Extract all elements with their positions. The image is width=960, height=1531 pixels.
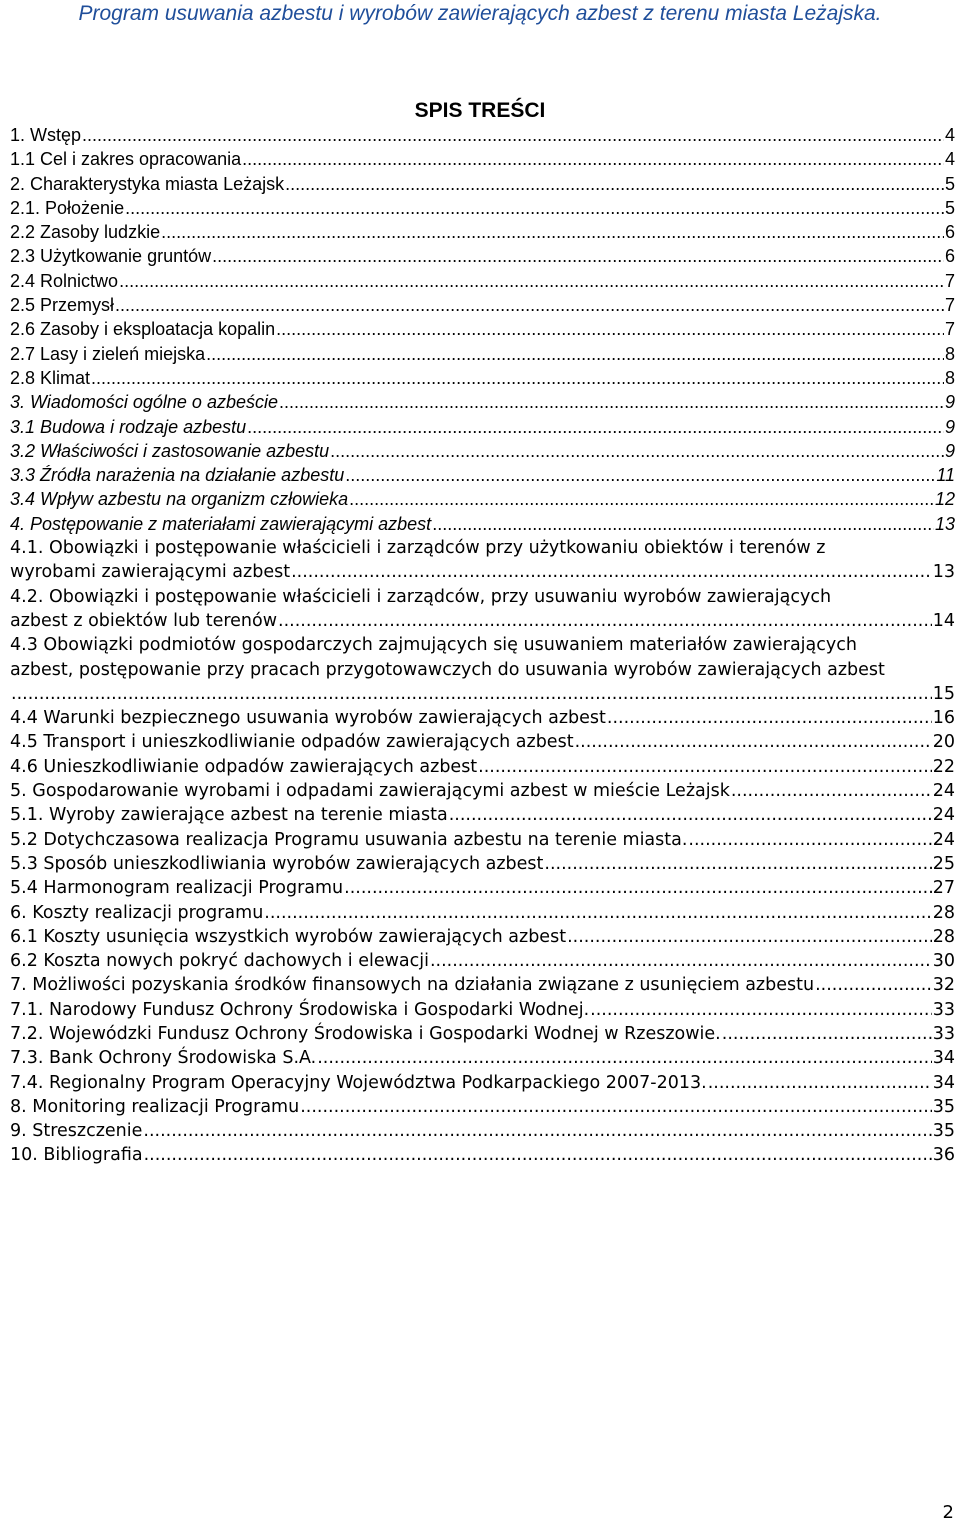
toc-entry-page: 32 bbox=[932, 975, 955, 996]
toc-entry-label: 5.3 Sposób unieszkodliwiania wyrobów zawierających azbest bbox=[10, 853, 544, 874]
toc-entry-page: 6 bbox=[944, 222, 955, 243]
toc-entry[interactable] bbox=[10, 512, 955, 536]
leader-dots bbox=[11, 682, 932, 706]
toc-entry-label-line: 4.1. Obowiązki i postępowanie właścicieli i zarządców przy użytkowaniu obiektów i terenów z bbox=[10, 538, 826, 559]
leader-dots bbox=[815, 973, 932, 997]
toc-entry-label: wyrobami zawierającymi azbest bbox=[10, 562, 291, 583]
toc-entry-label: 4. Postępowanie z materiałami zawierającymi azbest bbox=[10, 513, 432, 534]
toc-entry[interactable] bbox=[10, 463, 955, 487]
toc-entry-label: 7.1. Narodowy Fundusz Ochrony Środowiska i Gospodarki Wodnej. bbox=[10, 999, 590, 1020]
toc-entry-page: 7 bbox=[944, 319, 955, 340]
leader-dots bbox=[430, 949, 932, 973]
toc-entry-label: 4.4 Warunki bezpiecznego usuwania wyrobów zawierających azbest bbox=[10, 708, 606, 729]
leader-dots bbox=[688, 828, 931, 852]
toc-entry-page: 8 bbox=[944, 367, 955, 388]
toc-entry-page: 14 bbox=[932, 610, 955, 631]
leader-dots bbox=[345, 463, 935, 487]
toc-entry[interactable] bbox=[10, 706, 955, 730]
toc-entry-label: 2.6 Zasoby i eksploatacja kopalin bbox=[10, 319, 276, 340]
toc-entry-page: 28 bbox=[932, 902, 955, 923]
toc-entry-page: 4 bbox=[944, 149, 955, 170]
toc-entry-label: 3.3 Źródła narażenia na działanie azbestu bbox=[10, 465, 345, 486]
toc-entry-page: 8 bbox=[944, 343, 955, 364]
leader-dots bbox=[449, 803, 932, 827]
toc-entry-page: 7 bbox=[944, 270, 955, 291]
toc-entry-page: 34 bbox=[932, 1072, 955, 1093]
toc-entry-label: 2.2 Zasoby ludzkie bbox=[10, 222, 161, 243]
leader-dots bbox=[264, 901, 931, 925]
toc-entry-page: 7 bbox=[944, 295, 955, 316]
toc-entry[interactable] bbox=[10, 828, 955, 852]
leader-dots bbox=[722, 1022, 932, 1046]
toc-entry[interactable] bbox=[10, 1143, 955, 1167]
toc-entry-label: 7.4. Regionalny Program Operacyjny Województwa Podkarpackiego 2007-2013. bbox=[10, 1072, 707, 1093]
leader-dots bbox=[478, 755, 932, 779]
toc-entry-label: 8. Monitoring realizacji Programu bbox=[10, 1096, 300, 1117]
toc-entry-multiline[interactable] bbox=[10, 633, 955, 706]
toc-entry-label: 4.6 Unieszkodliwianie odpadów zawierających azbest bbox=[10, 756, 478, 777]
table-of-contents bbox=[10, 123, 955, 1168]
leader-dots bbox=[731, 779, 932, 803]
toc-entry bbox=[10, 560, 955, 584]
toc-entry[interactable] bbox=[10, 415, 955, 439]
toc-entry-label: 2.3 Użytkowanie gruntów bbox=[10, 246, 212, 267]
toc-entry-page: 5 bbox=[944, 173, 955, 194]
toc-entry[interactable] bbox=[10, 876, 955, 900]
leader-dots bbox=[82, 123, 944, 147]
toc-entry-label: 5. Gospodarowanie wyrobami i odpadami zawierającymi azbest w mieście Leżajsk bbox=[10, 781, 730, 802]
leader-dots bbox=[344, 876, 932, 900]
toc-entry-page: 24 bbox=[932, 805, 955, 826]
toc-entry-page: 12 bbox=[934, 489, 955, 510]
toc-entry-label: 1. Wstęp bbox=[10, 125, 82, 145]
toc-entry[interactable] bbox=[10, 487, 955, 511]
leader-dots bbox=[125, 196, 944, 220]
toc-entry-label: 5.2 Dotychczasowa realizacja Programu usuwania azbestu na terenie miasta. bbox=[10, 829, 688, 850]
toc-entry-label-line: 4.2. Obowiązki i postępowanie właścicieli i zarządców, przy usuwaniu wyrobów zawierających bbox=[10, 586, 832, 607]
toc-entry-page: 13 bbox=[932, 562, 955, 583]
toc-entry-page: 30 bbox=[932, 951, 955, 972]
toc-entry[interactable] bbox=[10, 317, 955, 341]
toc-entry-label: 7.3. Bank Ochrony Środowiska S.A. bbox=[10, 1048, 317, 1069]
leader-dots bbox=[279, 390, 944, 414]
leader-dots bbox=[567, 925, 932, 949]
leader-dots bbox=[276, 317, 944, 341]
toc-entry-label: 7.2. Wojewódzki Fundusz Ochrony Środowiska i Gospodarki Wodnej w Rzeszowie. bbox=[10, 1023, 721, 1044]
leader-dots bbox=[144, 1143, 932, 1167]
toc-entry-page: 25 bbox=[932, 853, 955, 874]
leader-dots bbox=[285, 172, 944, 196]
toc-entry-label: 4.5 Transport i unieszkodliwianie odpadów zawierających azbest bbox=[10, 732, 574, 753]
toc-entry-label: 3.2 Właściwości i zastosowanie azbestu bbox=[10, 440, 330, 461]
toc-entry-label: azbest z obiektów lub terenów bbox=[10, 610, 278, 631]
toc-entry-label: 2.7 Lasy i zieleń miejska bbox=[10, 343, 206, 364]
leader-dots bbox=[544, 852, 931, 876]
toc-entry-page: 33 bbox=[932, 1023, 955, 1044]
toc-entry-label: 3.4 Wpływ azbestu na organizm człowieka bbox=[10, 489, 349, 510]
toc-entry-label: 5.4 Harmonogram realizacji Programu bbox=[10, 878, 344, 899]
leader-dots bbox=[91, 366, 944, 390]
toc-entry-page: 24 bbox=[932, 781, 955, 802]
leader-dots bbox=[278, 609, 932, 633]
toc-entry-page: 35 bbox=[932, 1096, 955, 1117]
toc-entry[interactable] bbox=[10, 123, 955, 147]
toc-entry-page: 28 bbox=[932, 926, 955, 947]
leader-dots bbox=[212, 244, 944, 268]
toc-entry-page: 36 bbox=[932, 1145, 955, 1166]
toc-entry[interactable] bbox=[10, 949, 955, 973]
toc-entry[interactable] bbox=[10, 1095, 955, 1119]
toc-entry-label: 9. Streszczenie bbox=[10, 1121, 143, 1142]
page-number: 2 bbox=[942, 1502, 954, 1523]
toc-title: SPIS TREŚCI bbox=[414, 99, 546, 122]
leader-dots bbox=[206, 342, 944, 366]
toc-entry[interactable] bbox=[10, 730, 955, 754]
toc-entry[interactable] bbox=[10, 196, 955, 220]
toc-entry-page: 20 bbox=[932, 732, 955, 753]
toc-entry-page: 4 bbox=[944, 125, 955, 145]
leader-dots bbox=[247, 415, 944, 439]
leader-dots bbox=[317, 1046, 931, 1070]
toc-entry[interactable] bbox=[10, 439, 955, 463]
toc-entry[interactable] bbox=[10, 779, 955, 803]
leader-dots bbox=[119, 269, 944, 293]
toc-entry-page: 34 bbox=[932, 1048, 955, 1069]
toc-entry-multiline[interactable] bbox=[10, 536, 955, 585]
toc-entry-label: 6. Koszty realizacji programu bbox=[10, 902, 264, 923]
leader-dots bbox=[115, 293, 944, 317]
toc-entry-page: 9 bbox=[944, 416, 955, 437]
toc-entry-label: 2. Charakterystyka miasta Leżajsk bbox=[10, 173, 285, 194]
toc-entry-page: 33 bbox=[932, 999, 955, 1020]
toc-entry-page: 9 bbox=[944, 392, 955, 413]
toc-entry-label-line: azbest, postępowanie przy pracach przygotowawczych do usuwania wyrobów zawierających azbest bbox=[10, 659, 885, 680]
toc-entry[interactable] bbox=[10, 1071, 955, 1095]
toc-entry-page: 22 bbox=[932, 756, 955, 777]
toc-entry-label: 10. Bibliografia bbox=[10, 1145, 143, 1166]
toc-entry-page: 5 bbox=[944, 197, 955, 218]
toc-entry bbox=[10, 609, 955, 633]
toc-entry-page: 16 bbox=[932, 708, 955, 729]
toc-entry[interactable] bbox=[10, 269, 955, 293]
leader-dots bbox=[590, 998, 932, 1022]
leader-dots bbox=[330, 439, 944, 463]
toc-entry-label: 6.2 Koszta nowych pokryć dachowych i elewacji bbox=[10, 951, 429, 972]
toc-entry[interactable] bbox=[10, 147, 955, 171]
toc-entry-label: 2.4 Rolnictwo bbox=[10, 270, 119, 291]
toc-entry[interactable] bbox=[10, 293, 955, 317]
toc-entry[interactable] bbox=[10, 1119, 955, 1143]
toc-entry-page: 24 bbox=[932, 829, 955, 850]
toc-entry-label: 2.1. Położenie bbox=[10, 197, 125, 218]
leader-dots bbox=[575, 730, 932, 754]
toc-entry[interactable] bbox=[10, 901, 955, 925]
toc-entry[interactable] bbox=[10, 220, 955, 244]
toc-entry-label: 2.8 Klimat bbox=[10, 367, 91, 388]
leader-dots bbox=[143, 1119, 931, 1143]
document-header: Program usuwania azbestu i wyrobów zawierających azbest z terenu miasta Leżajska. bbox=[78, 2, 882, 25]
toc-entry[interactable] bbox=[10, 998, 955, 1022]
toc-entry[interactable] bbox=[10, 366, 955, 390]
toc-entry-label: 3.1 Budowa i rodzaje azbestu bbox=[10, 416, 247, 437]
toc-entry[interactable] bbox=[10, 390, 955, 414]
toc-entry[interactable] bbox=[10, 1046, 955, 1070]
toc-entry[interactable] bbox=[10, 172, 955, 196]
toc-entry-page: 9 bbox=[944, 440, 955, 461]
leader-dots bbox=[349, 487, 934, 511]
toc-entry[interactable] bbox=[10, 1022, 955, 1046]
toc-entry[interactable] bbox=[10, 925, 955, 949]
toc-entry bbox=[10, 682, 955, 706]
toc-entry-multiline[interactable] bbox=[10, 585, 955, 634]
toc-entry-label: 7. Możliwości pozyskania środków finansowych na działania związane z usunięciem azbestu bbox=[10, 975, 815, 996]
leader-dots bbox=[432, 512, 934, 536]
toc-entry-label: 6.1 Koszty usunięcia wszystkich wyrobów zawierających azbest bbox=[10, 926, 567, 947]
toc-entry[interactable] bbox=[10, 244, 955, 268]
toc-entry-label: 2.5 Przemysł bbox=[10, 295, 115, 316]
toc-entry-label-line: 4.3 Obowiązki podmiotów gospodarczych zajmujących się usuwaniem materiałów zawierających bbox=[10, 635, 857, 656]
toc-entry-page: 27 bbox=[932, 878, 955, 899]
toc-entry[interactable] bbox=[10, 755, 955, 779]
toc-entry-label: 1.1 Cel i zakres opracowania bbox=[10, 149, 242, 170]
toc-entry[interactable] bbox=[10, 973, 955, 997]
leader-dots bbox=[708, 1071, 932, 1095]
leader-dots bbox=[607, 706, 932, 730]
toc-entry-page: 11 bbox=[936, 465, 955, 486]
toc-entry[interactable] bbox=[10, 803, 955, 827]
toc-entry-page: 6 bbox=[944, 246, 955, 267]
toc-entry[interactable] bbox=[10, 342, 955, 366]
leader-dots bbox=[242, 147, 944, 171]
leader-dots bbox=[291, 560, 932, 584]
toc-entry-label: 3. Wiadomości ogólne o azbeście bbox=[10, 392, 278, 413]
toc-entry-page: 15 bbox=[932, 683, 955, 704]
leader-dots bbox=[161, 220, 944, 244]
toc-entry-label: 5.1. Wyroby zawierające azbest na terenie miasta bbox=[10, 805, 448, 826]
leader-dots bbox=[300, 1095, 932, 1119]
toc-entry-page: 35 bbox=[932, 1121, 955, 1142]
toc-entry-page: 13 bbox=[934, 513, 955, 534]
toc-entry[interactable] bbox=[10, 852, 955, 876]
